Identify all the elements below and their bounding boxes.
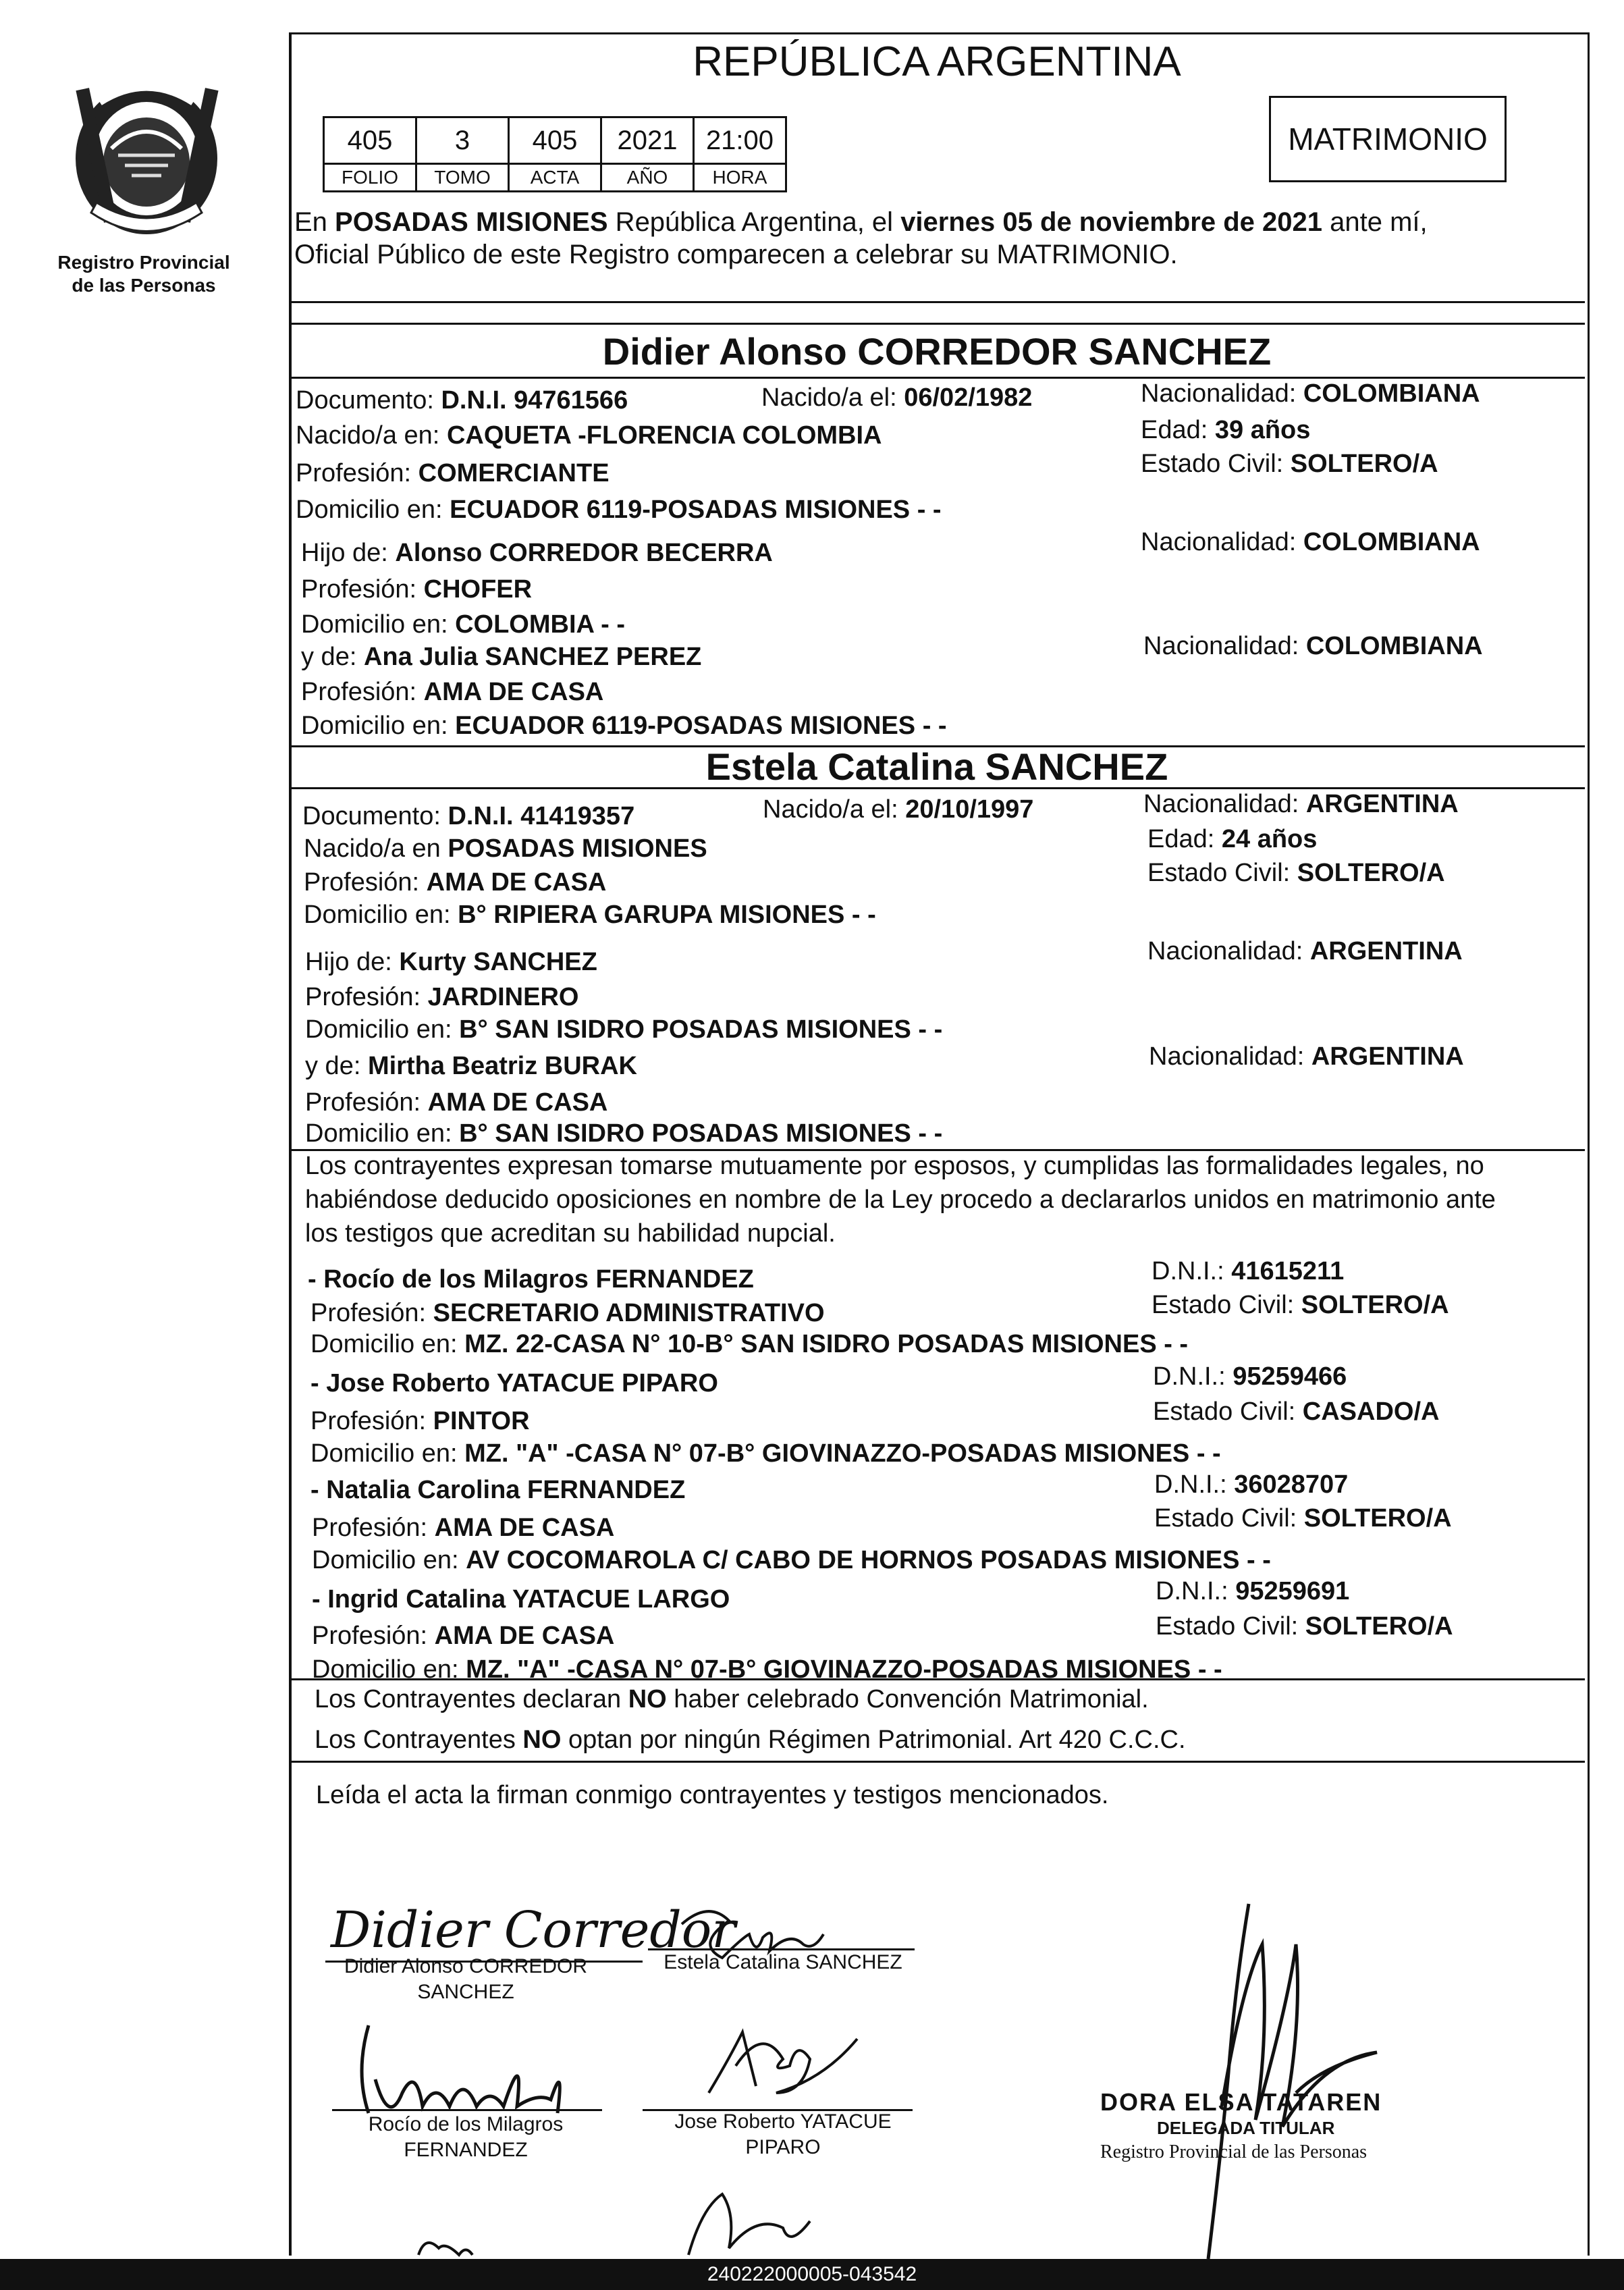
spouse1-father-profession: Profesión: CHOFER — [301, 575, 533, 604]
signature-label-line: Jose Roberto YATACUE — [674, 2110, 892, 2133]
witness-profession: Profesión: SECRETARIO ADMINISTRATIVO — [310, 1299, 825, 1327]
footer-code: 240222000005-043542 — [0, 2259, 1624, 2290]
declaration-line-1: Los contrayentes expresan tomarse mutuamente por esposos, y cumplidas las formalidades legales, no — [305, 1152, 1484, 1180]
spouse2-profession: Profesión: AMA DE CASA — [304, 868, 607, 897]
spouse2-father-nationality: Nacionalidad: ARGENTINA — [1147, 937, 1463, 965]
spouse1-birthplace: Nacido/a en: CAQUETA -FLORENCIA COLOMBIA — [296, 421, 882, 450]
spouse2-address: Domicilio en: B° RIPIERA GARUPA MISIONES - - — [304, 901, 876, 929]
spouse2-mother-nationality: Nacionalidad: ARGENTINA — [1149, 1042, 1464, 1071]
spouse1-profession: Profesión: COMERCIANTE — [296, 459, 610, 487]
divider — [289, 1678, 1585, 1680]
witness-address: Domicilio en: MZ. 22-CASA N° 10-B° SAN ISIDRO POSADAS MISIONES - - — [310, 1330, 1189, 1358]
spouse1-mother-profession: Profesión: AMA DE CASA — [301, 678, 604, 706]
spouse1-father-address: Domicilio en: COLOMBIA - - — [301, 610, 625, 639]
intro-line-2: Oficial Público de este Registro comparecen a celebrar su MATRIMONIO. — [294, 240, 1178, 269]
signature-label-line: Didier Alonso CORREDOR — [344, 1955, 588, 1977]
hora-value: 21:00 — [694, 117, 786, 164]
hora-label: HORA — [694, 164, 786, 192]
witness-dni: D.N.I.: 95259466 — [1153, 1362, 1347, 1391]
intro-line-1: En POSADAS MISIONES República Argentina, el viernes 05 de noviembre de 2021 ante mí, — [294, 207, 1428, 237]
witness-civil-status: Estado Civil: SOLTERO/A — [1156, 1612, 1453, 1641]
spouse2-age: Edad: 24 años — [1147, 825, 1318, 853]
spouse1-address: Domicilio en: ECUADOR 6119-POSADAS MISIONES - - — [296, 496, 942, 524]
stamp-role: DELEGADA TITULAR — [1157, 2118, 1335, 2138]
spouse2-father-profession: Profesión: JARDINERO — [305, 983, 579, 1011]
spouse1-mother-address: Domicilio en: ECUADOR 6119-POSADAS MISIONES - - — [301, 712, 947, 740]
spouse2-birthdate: Nacido/a el: 20/10/1997 — [763, 795, 1034, 824]
witness-dni: D.N.I.: 36028707 — [1154, 1470, 1349, 1499]
signature-label-jose — [648, 2109, 918, 2160]
witness-address: Domicilio en: MZ. "A" -CASA N° 07-B° GIOVINAZZO-POSADAS MISIONES - - — [312, 1655, 1222, 1684]
provincial-seal-logo — [64, 74, 229, 243]
anio-value: 2021 — [601, 117, 694, 164]
tomo-label: TOMO — [416, 164, 509, 192]
stamp-name: DORA ELSA TATAREN — [1100, 2088, 1382, 2116]
signature-label-estela: Estela Catalina SANCHEZ — [664, 1951, 902, 1973]
witness-address: Domicilio en: AV COCOMAROLA C/ CABO DE HORNOS POSADAS MISIONES - - — [312, 1546, 1271, 1574]
signature-label-line: FERNANDEZ — [404, 2139, 528, 2161]
registry-label — [39, 251, 248, 297]
record-number-table — [323, 116, 787, 192]
witness-civil-status: Estado Civil: SOLTERO/A — [1154, 1504, 1452, 1533]
signature-label-line: SANCHEZ — [417, 1981, 514, 2003]
registry-label-line1: Registro Provincial — [57, 252, 230, 273]
spouse1-mother-nationality: Nacionalidad: COLOMBIANA — [1143, 632, 1483, 660]
officer-signature — [1188, 1904, 1417, 2259]
declaration-line-2: habiéndose deducido oposiciones en nombre de la Ley procedo a declararlos unidos en matrimonio ante — [305, 1186, 1496, 1214]
stamp-office: Registro Provincial de las Personas — [1100, 2141, 1368, 2162]
witness-civil-status: Estado Civil: CASADO/A — [1153, 1397, 1440, 1426]
witness-profession: Profesión: AMA DE CASA — [312, 1622, 615, 1650]
witness-name: - Natalia Carolina FERNANDEZ — [310, 1476, 686, 1504]
divider — [289, 1761, 1585, 1763]
witness-address: Domicilio en: MZ. "A" -CASA N° 07-B° GIOVINAZZO-POSADAS MISIONES - - — [310, 1439, 1221, 1468]
spouse1-nationality: Nacionalidad: COLOMBIANA — [1141, 379, 1480, 408]
spouse2-mother: y de: Mirtha Beatriz BURAK — [305, 1052, 637, 1080]
witness-civil-status: Estado Civil: SOLTERO/A — [1152, 1291, 1449, 1319]
spouse1-document: Documento: D.N.I. 94761566 — [296, 386, 628, 415]
convention-line-2: Los Contrayentes NO optan por ningún Régimen Patrimonial. Art 420 C.C.C. — [315, 1726, 1186, 1754]
anio-label: AÑO — [601, 164, 694, 192]
signature-jose — [688, 2019, 891, 2106]
officer-stamp — [1100, 2087, 1451, 2166]
spouse1-name: Didier Alonso CORREDOR SANCHEZ — [602, 330, 1272, 373]
spouse1-civil-status: Estado Civil: SOLTERO/A — [1141, 450, 1438, 478]
page-title: REPÚBLICA ARGENTINA — [693, 38, 1181, 85]
spouse1-father: Hijo de: Alonso CORREDOR BECERRA — [301, 539, 773, 567]
folio-value: 405 — [324, 117, 416, 164]
acta-value: 405 — [509, 117, 601, 164]
witness-name: - Rocío de los Milagros FERNANDEZ — [308, 1265, 754, 1294]
acta-label: ACTA — [509, 164, 601, 192]
spouse2-document: Documento: D.N.I. 41419357 — [302, 802, 635, 830]
record-type-box: MATRIMONIO — [1269, 96, 1507, 182]
spouse2-nationality: Nacionalidad: ARGENTINA — [1143, 790, 1459, 818]
declaration-line-3: los testigos que acreditan su habilidad nupcial. — [305, 1219, 836, 1248]
registry-label-line2: de las Personas — [72, 275, 216, 296]
partial-signatures — [405, 2187, 877, 2259]
witness-name: - Jose Roberto YATACUE PIPARO — [310, 1369, 718, 1397]
spouse2-mother-address: Domicilio en: B° SAN ISIDRO POSADAS MISIONES - - — [305, 1119, 943, 1148]
signature-label-line: PIPARO — [745, 2136, 821, 2158]
witness-dni: D.N.I.: 95259691 — [1156, 1577, 1350, 1605]
spouse1-birthdate: Nacido/a el: 06/02/1982 — [761, 383, 1033, 412]
spouse1-father-nationality: Nacionalidad: COLOMBIANA — [1141, 528, 1480, 556]
spouse2-name: Estela Catalina SANCHEZ — [705, 745, 1168, 788]
folio-label: FOLIO — [324, 164, 416, 192]
divider — [289, 323, 1585, 325]
witness-dni: D.N.I.: 41615211 — [1152, 1257, 1345, 1285]
spouse2-mother-profession: Profesión: AMA DE CASA — [305, 1088, 608, 1117]
spouse2-father-address: Domicilio en: B° SAN ISIDRO POSADAS MISIONES - - — [305, 1015, 943, 1044]
signature-line — [332, 2109, 602, 2111]
convention-line-1: Los Contrayentes declaran NO haber celebrado Convención Matrimonial. — [315, 1685, 1149, 1713]
spouse2-birthplace: Nacido/a en POSADAS MISIONES — [304, 834, 707, 863]
signature-label-line: Rocío de los Milagros — [368, 2113, 564, 2135]
divider — [289, 301, 1585, 303]
spouse2-civil-status: Estado Civil: SOLTERO/A — [1147, 859, 1445, 887]
witness-profession: Profesión: PINTOR — [310, 1407, 530, 1435]
tomo-value: 3 — [416, 117, 509, 164]
spouse2-father: Hijo de: Kurty SANCHEZ — [305, 948, 597, 976]
signature-label-rocio — [344, 2112, 587, 2163]
closing-statement: Leída el acta la firman conmigo contrayentes y testigos mencionados. — [316, 1781, 1109, 1809]
witness-name: - Ingrid Catalina YATACUE LARGO — [312, 1585, 730, 1614]
signature-label-didier — [317, 1954, 614, 2005]
witness-profession: Profesión: AMA DE CASA — [312, 1514, 615, 1542]
handwritten-signature-didier: Didier Corredor — [331, 1901, 736, 1959]
spouse1-mother: y de: Ana Julia SANCHEZ PEREZ — [301, 643, 702, 671]
spouse1-age: Edad: 39 años — [1141, 416, 1311, 444]
